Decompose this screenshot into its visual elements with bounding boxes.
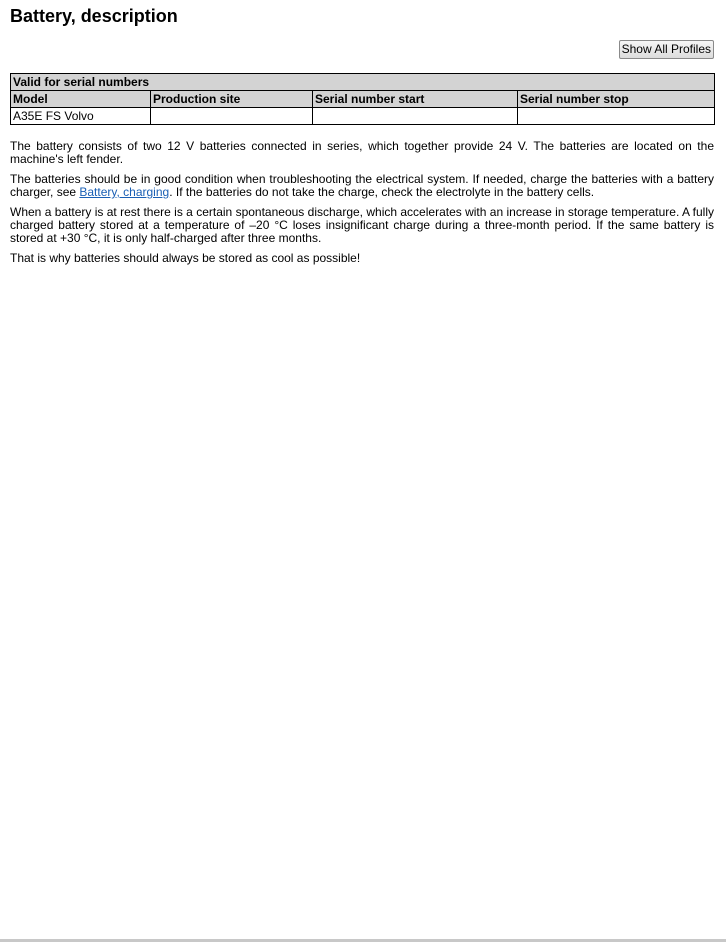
cell-serial-stop: [518, 108, 715, 125]
paragraph-text: The batteries should be in good condition when troubleshooting the electrical system. If needed, charge the batteries with a battery charger, see: [10, 172, 714, 199]
table-header-row: [11, 91, 715, 108]
table-caption: Valid for serial numbers: [11, 74, 715, 91]
paragraph-storage-advice: That is why batteries should always be stored as cool as possible!: [10, 251, 361, 265]
battery-charging-link[interactable]: Battery, charging: [79, 185, 170, 199]
paragraph-battery-condition: [10, 173, 714, 199]
header-serial-stop: Serial number stop: [518, 91, 715, 108]
cell-model: A35E FS Volvo: [11, 108, 151, 125]
paragraph-battery-configuration: The battery consists of two 12 V batteries connected in series, which together provide 24 V. The batteries are located on the machine's left fender.: [10, 139, 714, 166]
header-model: Model: [11, 91, 151, 108]
page-title: Battery, description: [10, 6, 178, 26]
show-all-profiles-button[interactable]: Show All Profiles: [619, 40, 714, 59]
header-serial-start: Serial number start: [313, 91, 518, 108]
header-production-site: Production site: [151, 91, 313, 108]
table-caption-row: [11, 74, 715, 91]
paragraph-text: . If the batteries do not take the charge, check the electrolyte in the battery cells.: [169, 185, 595, 199]
table-row: [11, 108, 715, 125]
description-content: [10, 140, 714, 272]
paragraph-self-discharge: When a battery is at rest there is a certain spontaneous discharge, which accelerates with an increase in storage temperature. A fully charged battery stored at a temperature of –20 °C loses insignificant charge during a three-month period. If the same battery is stored at +30 °C, it is only half-charged after three months.: [10, 205, 714, 245]
cell-production-site: [151, 108, 313, 125]
cell-serial-start: [313, 108, 518, 125]
serial-numbers-table: [10, 73, 715, 125]
